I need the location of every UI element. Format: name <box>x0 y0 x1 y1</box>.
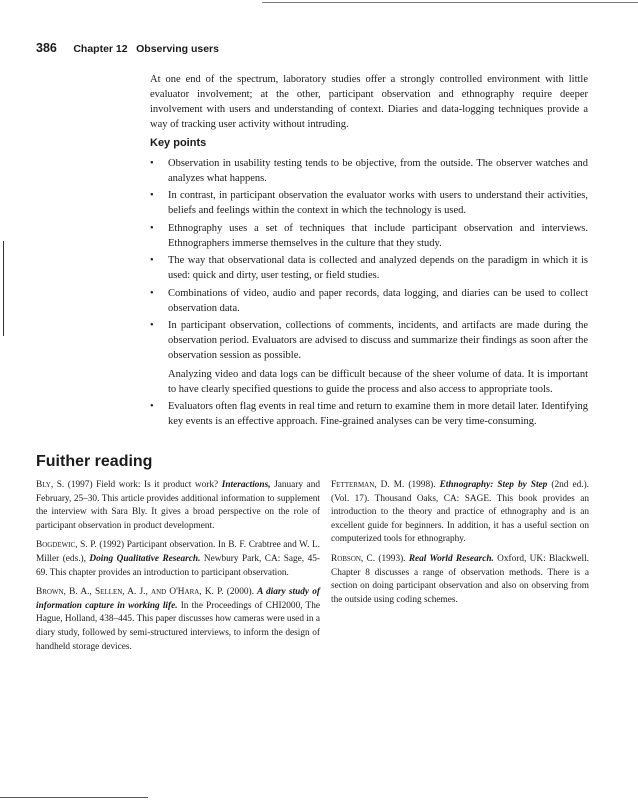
key-point-text: Ethnography uses a set of techniques that include participant observation and interviews. Ethnographers immerse themselves in the culture that they study. <box>168 222 588 249</box>
reference-entry <box>36 586 320 654</box>
reference-title: Ethnography: Step by Step <box>439 480 548 490</box>
key-points-heading: Key points <box>150 137 207 149</box>
key-point-text: In contrast, in participant observation the evaluator works with users to understand their activities, beliefs and feelings within the context in which the technology is used. <box>168 190 588 217</box>
further-reading-column-right <box>331 479 589 613</box>
reference-note: Newbury Park, CA: Sage, 45-69. This chapter provides an introduction to participant observation. <box>36 553 320 578</box>
key-point-text: Combinations of video, audio and paper records, data logging, and diaries can be used to collect observation data. <box>168 287 588 314</box>
key-point <box>150 286 588 316</box>
key-point <box>150 253 588 283</box>
bottom-rule <box>0 797 148 798</box>
reference-author: Bly, S. <box>36 480 65 490</box>
reference-entry <box>331 479 589 547</box>
reference-author: Robson, C. <box>331 553 376 564</box>
key-point-text: Evaluators often flag events in real time and return to examine them in more detail later. Identifying key events is an effective approach. Fine-grained analyses can be very time-consuming. <box>168 401 588 428</box>
reference-title: A diary study of information capture in working life. <box>36 587 320 611</box>
reference-details: (1992) Participant observation. In B. F. Crabtree and W. L. Miller (eds.), <box>36 540 320 564</box>
key-point-text: The way that observational data is collected and analyzed depends on the paradigm in which it is used: quick and dirty, user testing, or field studies. <box>168 255 588 282</box>
reference-details: (1993). <box>375 553 409 564</box>
intro-paragraph: At one end of the spectrum, laboratory studies offer a strongly controlled environment with little evaluator involvement; at the other, participant observation and ethnography require deeper involvement with users and understanding of context. Diaries and data-logging techniques provide a way of tracking user activity without intruding. <box>150 74 588 130</box>
key-point <box>150 188 588 218</box>
reference-details: (1997) Field work: Is it product work? <box>64 480 222 490</box>
reference-note: Oxford, UK: Blackwell. Chapter 8 discusses a range of observation methods. There is a section on doing participant observation and also on observing from the outside using coding schemes. <box>331 553 589 605</box>
key-points-list <box>150 156 588 432</box>
key-point <box>150 318 588 397</box>
top-rule <box>262 2 638 3</box>
key-point-text: Observation in usability testing tends to be objective, from the outside. The observer watches and analyzes what happens. <box>168 158 588 184</box>
reference-details: (2000). <box>223 587 258 598</box>
reference-author: Brown, B. A., Sellen, A. J., and O'Hara, K. P. <box>36 587 224 598</box>
reference-note: January and February, 25–30. This article provides additional information to supplement the interview with Sara Bly. It gives a broad perspective on the role of participant observation in product development. <box>36 480 320 531</box>
key-point-continuation: Analyzing video and data logs can be difficult because of the sheer volume of data. It is important to have clearly specified questions to guide the process and also access to appropriate tools. <box>168 368 588 395</box>
reference-note: In the Proceedings of CHI2000, The Hague, Holland, 438–445. This paper discusses how cameras were used in a diary study, followed by semi-structured interviews, to inform the design of handheld storage devices. <box>36 600 320 652</box>
reference-title: Interactions, <box>221 480 271 490</box>
page-number: 386 <box>36 41 57 55</box>
key-point <box>150 156 588 186</box>
reference-title: Real World Research. <box>408 553 494 564</box>
key-point-text: In participant observation, collections of comments, incidents, and artifacts are made during the observation period. Evaluators are advised to discuss and summarize their findings as soon after the observation session as possible. <box>168 319 588 361</box>
reference-details: (1998). <box>404 480 440 490</box>
reference-title: Doing Qualitative Research. <box>89 553 201 564</box>
key-point <box>150 221 588 251</box>
reference-entry <box>331 553 589 607</box>
running-header <box>36 41 219 55</box>
reference-entry <box>36 539 320 580</box>
chapter-title: Observing users <box>136 43 219 55</box>
reference-note: (2nd ed.). (Vol. 17). Thousand Oaks, CA: SAGE. This book provides an introduction to the theory and practice of ethnography and is an excellent guide for beginners. In addition, it has a useful section on computerized tools for ethnography. <box>331 480 589 545</box>
margin-rule <box>3 241 4 336</box>
reference-entry <box>36 479 320 533</box>
reference-author: Fetterman, D. M. <box>331 480 405 490</box>
further-reading-column-left <box>36 479 320 660</box>
chapter-label: Chapter 12 <box>73 43 128 55</box>
key-point <box>150 399 588 429</box>
further-reading-heading: Fuither reading <box>36 453 153 470</box>
reference-author: Bogdewic, S. P. <box>36 540 97 551</box>
